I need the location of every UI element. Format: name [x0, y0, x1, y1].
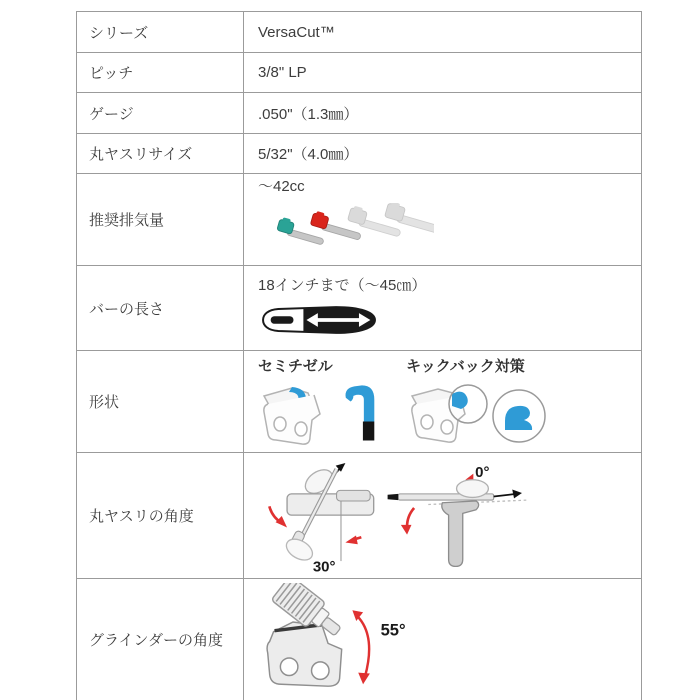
bar-length-value: 18インチまで（～45㎝） [258, 277, 427, 294]
kickback-ramp-detail-icon [493, 390, 545, 442]
table-row-gauge [77, 93, 642, 134]
guide-bar-double-arrow-icon [260, 304, 378, 336]
file-plate-angle-label: 30° [312, 558, 336, 576]
kickback-cutter-magnifier-icon [406, 380, 556, 448]
row-label-file-angle: 丸ヤスリの角度 [77, 453, 244, 579]
black-arrow-icon [512, 489, 522, 498]
row-value-series: VersaCut™ [244, 12, 642, 53]
row-label-shape: 形状 [77, 351, 244, 453]
table-row-shape [77, 351, 642, 453]
semi-chisel-profile-icon [342, 380, 380, 444]
row-value-pitch: 3/8" LP [244, 53, 642, 93]
row-label-bar-length: バーの長さ [77, 266, 244, 351]
file-tang [388, 493, 399, 499]
red-arrow-icon [401, 524, 412, 534]
semi-chisel-caption: セミチゼル [258, 358, 333, 375]
grinder-wheel-angle-illustration [258, 583, 438, 695]
table-row-series [77, 12, 642, 53]
file-top-plate-angle-illustration [258, 455, 378, 577]
hand-icon [457, 479, 489, 497]
kickback-cutter-link [412, 389, 468, 442]
row-label-series: シリーズ [77, 12, 244, 53]
grinder-angle-label: 55° [380, 620, 406, 640]
row-value-bar-length [244, 266, 642, 351]
row-value-shape [244, 351, 642, 453]
table-row-grinder-angle [77, 579, 642, 700]
semi-chisel-group [258, 355, 380, 446]
cutter-profile-icon [442, 500, 479, 565]
chainsaw-size-range-icon [274, 203, 434, 258]
displacement-value: ～42cc [258, 178, 305, 195]
row-value-file-size: 5/32"（4.0㎜） [244, 134, 642, 174]
table-row-displacement [77, 174, 642, 266]
row-value-gauge: .050"（1.3㎜） [244, 93, 642, 134]
kickback-group [406, 355, 556, 452]
hand-icon [283, 534, 316, 563]
row-value-displacement [244, 174, 642, 266]
row-label-pitch: ピッチ [77, 53, 244, 93]
red-arrow-icon [345, 535, 357, 544]
row-label-displacement: 推奨排気量 [77, 174, 244, 266]
row-label-grinder-angle: グラインダーの角度 [77, 579, 244, 700]
row-value-grinder-angle [244, 579, 642, 700]
table-row-file-size [77, 134, 642, 174]
red-arrow-icon [276, 516, 287, 527]
spec-table [76, 11, 642, 700]
row-label-gauge: ゲージ [77, 93, 244, 134]
kickback-caption: キックバック対策 [406, 358, 525, 375]
row-label-file-size: 丸ヤスリサイズ [77, 134, 244, 174]
table-row-bar-length [77, 266, 642, 351]
red-curved-arrow-icon [352, 610, 370, 684]
semi-chisel-cutter-icon [258, 380, 330, 446]
table-row-file-angle [77, 453, 642, 579]
row-value-file-angle [244, 453, 642, 579]
file-down-angle-illustration [382, 455, 532, 577]
table-row-pitch [77, 53, 642, 93]
file-down-angle-label: 0° [475, 463, 490, 481]
bar-slot [271, 316, 294, 324]
